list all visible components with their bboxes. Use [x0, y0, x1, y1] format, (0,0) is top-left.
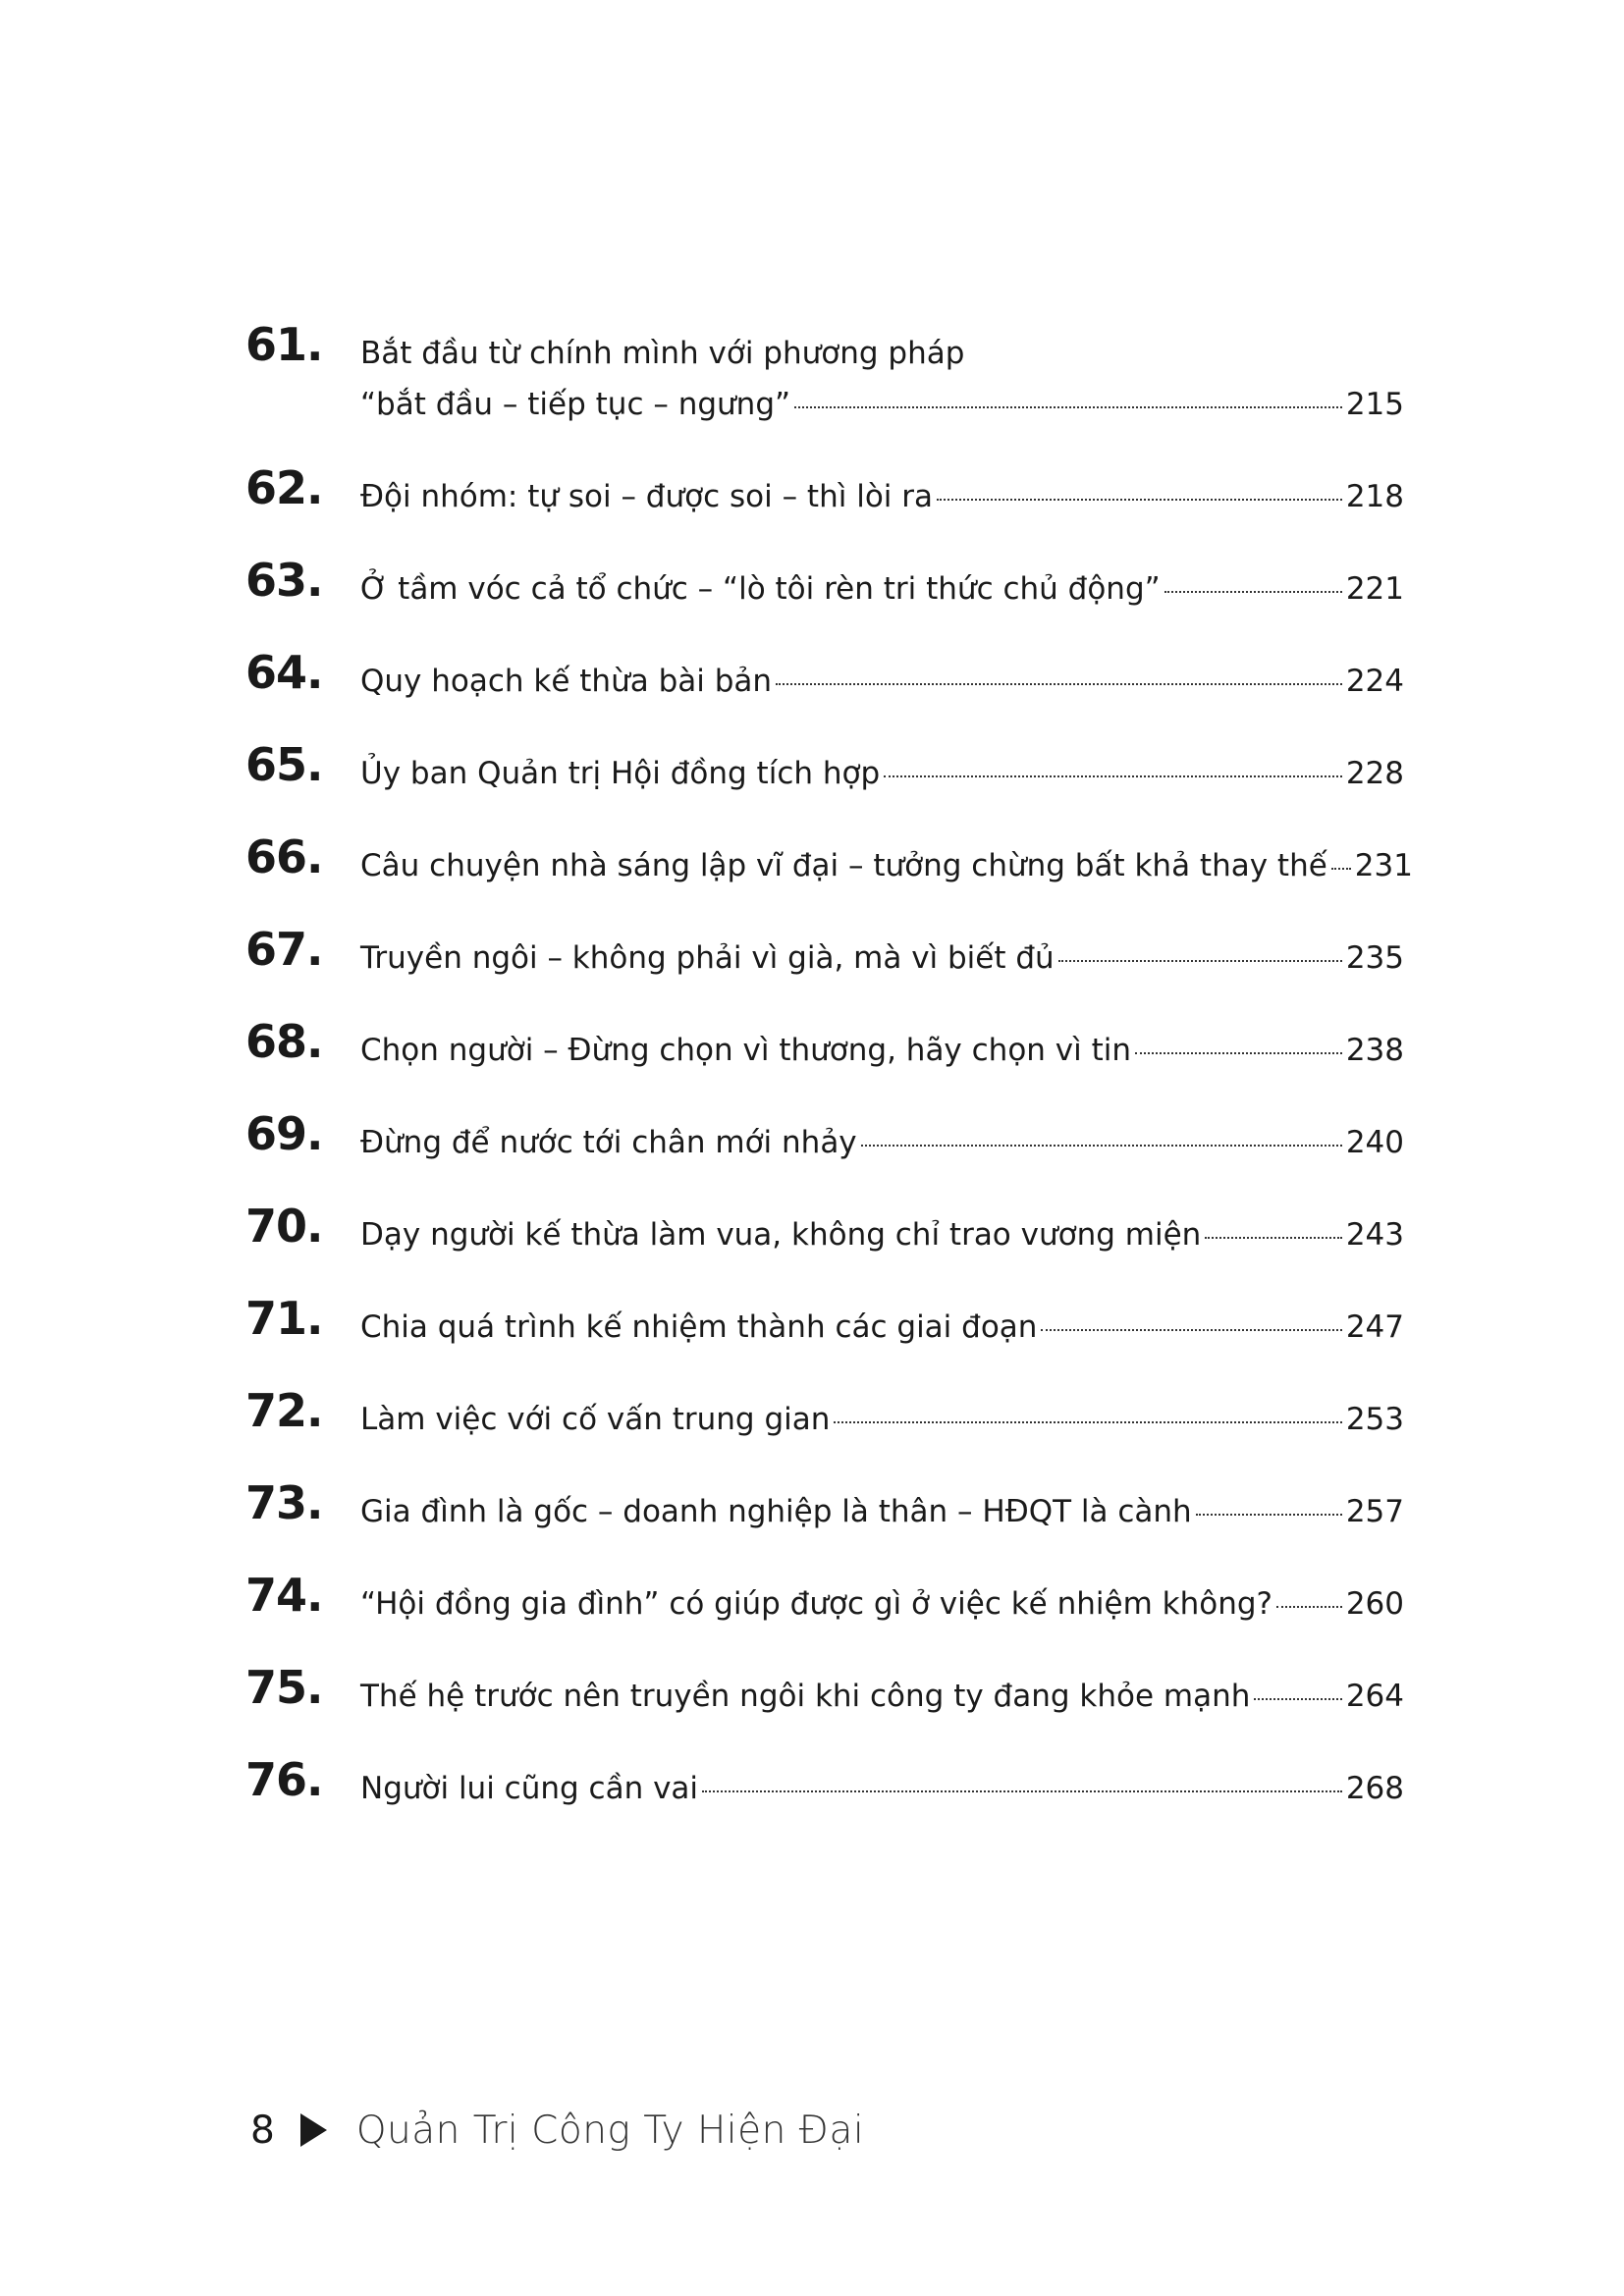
- dot-leader: [1276, 1606, 1342, 1608]
- dot-leader: [1205, 1237, 1342, 1239]
- toc-entry: [245, 554, 1404, 614]
- chapter-number: 76.: [245, 1753, 323, 1806]
- chapter-title: Người lui cũng cần vai: [360, 1771, 699, 1806]
- chapter-title: Dạy người kế thừa làm vua, không chỉ trao vương miện: [360, 1217, 1202, 1253]
- page-number: 224: [1345, 664, 1404, 699]
- dot-leader: [937, 499, 1342, 501]
- dot-leader: [794, 406, 1342, 408]
- toc-entry: [245, 1015, 1404, 1076]
- page-number: 268: [1345, 1771, 1404, 1806]
- chapter-title: Đội nhóm: tự soi – được soi – thì lòi ra: [360, 479, 933, 514]
- chapter-title: Làm việc với cố vấn trung gian: [360, 1402, 831, 1437]
- toc-entry: [245, 1200, 1404, 1260]
- chapter-number: 71.: [245, 1292, 323, 1345]
- page-number: 257: [1345, 1494, 1404, 1529]
- chapter-number: 66.: [245, 830, 323, 883]
- toc-entry: [245, 646, 1404, 707]
- dot-leader: [1196, 1514, 1342, 1516]
- dot-leader: [1254, 1698, 1341, 1700]
- page-number: 218: [1345, 479, 1404, 514]
- chapter-title: Đừng để nước tới chân mới nhảy: [360, 1125, 857, 1160]
- page-number: 260: [1345, 1586, 1404, 1622]
- chapter-number: 62.: [245, 461, 323, 514]
- chapter-title: Ủy ban Quản trị Hội đồng tích hợp: [360, 756, 881, 791]
- chapter-title: “bắt đầu – tiếp tục – ngưng”: [360, 387, 791, 422]
- chapter-title: Chia quá trình kế nhiệm thành các giai đoạn: [360, 1309, 1038, 1345]
- chapter-number: 74.: [245, 1569, 323, 1622]
- chapter-number: 69.: [245, 1107, 323, 1160]
- toc-entry: [245, 1476, 1404, 1537]
- chapter-number: 75.: [245, 1661, 323, 1714]
- chapter-number: 63.: [245, 554, 323, 607]
- chapter-number: 64.: [245, 646, 323, 699]
- triangle-right-icon: [300, 2113, 327, 2147]
- chapter-title: Chọn người – Đừng chọn vì thương, hãy chọn vì tin: [360, 1033, 1132, 1068]
- chapter-title: Thế hệ trước nên truyền ngôi khi công ty đang khỏe mạnh: [360, 1679, 1251, 1714]
- toc-entry: [245, 830, 1413, 891]
- toc-entry: [245, 738, 1404, 799]
- footer-page-number: 8: [250, 2108, 275, 2153]
- page-footer: [250, 2101, 864, 2160]
- dot-leader: [1331, 868, 1351, 870]
- toc-entry: [245, 318, 1404, 430]
- dot-leader: [861, 1145, 1342, 1147]
- dot-leader: [776, 683, 1342, 685]
- dot-leader: [1164, 591, 1342, 593]
- toc-entry: [245, 1661, 1404, 1722]
- dot-leader: [1041, 1329, 1341, 1331]
- page-number: 235: [1345, 940, 1404, 976]
- page-number: 215: [1345, 387, 1404, 422]
- page-number: 228: [1345, 756, 1404, 791]
- chapter-title: Truyền ngôi – không phải vì già, mà vì biết đủ: [360, 940, 1055, 976]
- page-number: 221: [1345, 571, 1404, 607]
- page-number: 240: [1345, 1125, 1404, 1160]
- page-number: 247: [1345, 1309, 1404, 1345]
- chapter-title: Quy hoạch kế thừa bài bản: [360, 664, 773, 699]
- toc-entry: [245, 1384, 1404, 1445]
- toc-entry: [245, 1107, 1404, 1168]
- page-number: 243: [1345, 1217, 1404, 1253]
- chapter-number: 72.: [245, 1384, 323, 1437]
- chapter-number: 73.: [245, 1476, 323, 1529]
- page-number: 264: [1345, 1679, 1404, 1714]
- chapter-number: 65.: [245, 738, 323, 791]
- toc-entry: [245, 1292, 1404, 1353]
- chapter-title: Gia đình là gốc – doanh nghiệp là thân – HĐQT là cành: [360, 1494, 1192, 1529]
- dot-leader: [834, 1421, 1341, 1423]
- toc-entry: [245, 1753, 1404, 1814]
- chapter-number: 70.: [245, 1200, 323, 1253]
- page-number: 238: [1345, 1033, 1404, 1068]
- dot-leader: [884, 775, 1342, 777]
- dot-leader: [1058, 960, 1342, 962]
- toc-entry: [245, 1569, 1404, 1629]
- toc-entry: [245, 923, 1404, 984]
- chapter-title-line1: Bắt đầu từ chính mình với phương pháp: [360, 336, 965, 371]
- dot-leader: [1135, 1052, 1342, 1054]
- chapter-number: 68.: [245, 1015, 323, 1068]
- chapter-number: 67.: [245, 923, 323, 976]
- book-title: Quản Trị Công Ty Hiện Đại: [355, 2108, 865, 2153]
- toc-entry: [245, 461, 1404, 522]
- chapter-title: “Hội đồng gia đình” có giúp được gì ở việc kế nhiệm không?: [360, 1586, 1272, 1622]
- dot-leader: [702, 1790, 1342, 1792]
- chapter-number: 61.: [245, 318, 323, 371]
- page-number: 231: [1354, 848, 1413, 883]
- chapter-title: Câu chuyện nhà sáng lập vĩ đại – tưởng chừng bất khả thay thế: [360, 848, 1327, 883]
- chapter-title: Ở tầm vóc cả tổ chức – “lò tôi rèn tri thức chủ động”: [360, 571, 1161, 607]
- page-number: 253: [1345, 1402, 1404, 1437]
